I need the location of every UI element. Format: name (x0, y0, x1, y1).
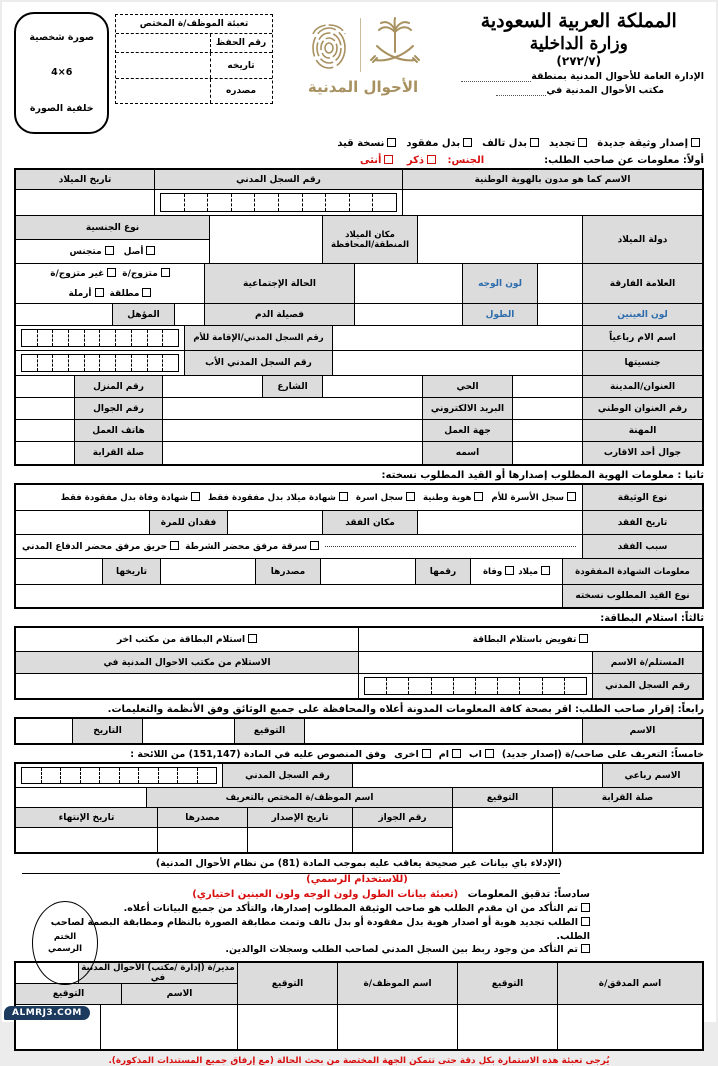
receipt-office-field[interactable] (16, 674, 358, 698)
section1-title: أولاً: معلومات عن صاحب الطلب: (544, 155, 704, 166)
ministry-title: وزارة الداخلية (529, 33, 628, 54)
request-record-copy[interactable]: نسخة قيد (337, 138, 396, 149)
recipient-label: المستلم/ة الاسم (592, 652, 702, 673)
loss-place-field[interactable] (227, 511, 322, 534)
mobile-field[interactable] (16, 398, 74, 419)
birth-place-label: مكان الميلاد المنطقة/المحافظة (322, 216, 417, 263)
issue-date-field[interactable] (247, 828, 352, 852)
height-label: الطول (462, 304, 537, 325)
check-item-1: تم التأكد من ان مقدم الطلب هو صاحب الوثيقة المطلوب إصدارها، والتأكد من جميع البيانات أعلاه. (14, 902, 590, 916)
dept-office-line (454, 85, 704, 96)
address-label: العنوان/المدينة (582, 376, 702, 397)
checkbox-icon[interactable] (485, 749, 494, 758)
cert-source-label: مصدرها (255, 559, 320, 584)
identifier-civil-field[interactable] (16, 764, 222, 787)
loss-fire-option[interactable]: حريق مرفق محضر الدفاع المدني (22, 541, 179, 552)
naturalized-option[interactable]: متجنس (70, 246, 114, 257)
eye-color-field[interactable] (537, 304, 582, 325)
cert-number-field[interactable] (320, 559, 415, 584)
photo-placeholder (14, 12, 109, 134)
mobile-label: رقم الجوال (74, 398, 162, 419)
auditor-sign-field[interactable] (457, 1005, 557, 1049)
checkbox-icon[interactable] (505, 566, 514, 575)
checkbox-icon[interactable] (581, 903, 590, 912)
cert-source-field[interactable] (160, 559, 255, 584)
name-header: الاسم كما هو مدون بالهوية الوطنية (402, 170, 702, 189)
checkbox-icon[interactable] (339, 492, 348, 501)
mother-nationality-field[interactable] (332, 351, 582, 375)
other-office-option[interactable]: استلام البطاقة من مكتب اخر (117, 634, 257, 645)
digit-boxes[interactable] (364, 677, 587, 695)
street-field[interactable] (162, 376, 262, 397)
auditor-name-label: اسم المدقق/ة (557, 963, 702, 1004)
identifier-sign-block (452, 788, 552, 852)
fingerprint-icon (306, 16, 352, 74)
mother-name-field[interactable] (332, 326, 582, 350)
employee-name-field[interactable] (337, 1005, 457, 1049)
checkbox-icon[interactable] (691, 138, 700, 147)
identifier-civil-label: رقم السجل المدني (222, 764, 352, 787)
expiry-label: تاريخ الإنتهاء (16, 808, 157, 827)
loss-times-field[interactable] (16, 511, 149, 534)
identifier-kin-label: صلة القرابة (553, 788, 702, 808)
penalty-warning: (الإدلاء باي بيانات غير صحيحة يعاقب عليه بموجب المادة (81) من نظام الأحوال المدنية) (155, 858, 563, 869)
declarant-date-label: التاريخ (72, 719, 142, 743)
face-color-label: لون الوجه (462, 264, 537, 303)
widow-option[interactable]: أرملة (69, 288, 104, 299)
logo-wordmark: الأحوال المدنية (307, 78, 419, 96)
street-label: الشارع (262, 376, 322, 397)
marital-options (16, 264, 204, 303)
logo-divider (360, 18, 361, 72)
doc-type-label: نوع الوثيقة (582, 485, 702, 510)
save-source-field[interactable] (116, 79, 209, 103)
declarant-name-label: الاسم (582, 719, 702, 743)
section4-title: رابعاً: إقرار صاحب الطلب: اقر بصحة كافة المعلومات المدونة أعلاه والمحافظة على جميع الوثائق وفق الأنظمة والتعليمات. (107, 704, 704, 715)
face-color-field[interactable] (354, 264, 462, 303)
checkbox-icon[interactable] (541, 566, 550, 575)
declaration-table (14, 717, 704, 745)
name-field[interactable] (402, 190, 702, 215)
digit-boxes[interactable] (21, 354, 179, 372)
section5-title-b: وفق المنصوص عليه في المادة (151,147) من اللائحة : (130, 749, 387, 760)
loss-date-field[interactable] (417, 511, 582, 534)
check-item-3: تم التأكد من وجود ربط بين السجل المدني لصاحب الطلب وسجلات الوالدين. (14, 943, 590, 957)
clerk-box-title: تعبئة الموظف/ة المختص (116, 15, 271, 34)
form-number: (٢٧٢/٧) (556, 53, 602, 68)
national-address-field[interactable] (512, 398, 582, 419)
checkbox-icon[interactable] (474, 492, 483, 501)
civil-number-header: رقم السجل المدني (154, 170, 402, 189)
ministry-block (454, 10, 704, 96)
director-sign-label: التوقيع (16, 984, 121, 1004)
male-checkbox-icon[interactable] (427, 155, 436, 164)
checkbox-icon[interactable] (191, 492, 200, 501)
request-lost-replacement[interactable]: بدل مفقود (406, 138, 472, 149)
birth-place-field[interactable] (209, 216, 322, 263)
blood-field[interactable] (174, 304, 204, 325)
section5-heading (14, 749, 704, 760)
cert-number-label: رقمها (415, 559, 470, 584)
loss-place-label: مكان الفقد (322, 511, 417, 534)
checkbox-icon[interactable] (530, 138, 539, 147)
house-field[interactable] (16, 376, 74, 397)
cert-date-label: تاريخها (102, 559, 160, 584)
passport-source-field[interactable] (157, 828, 247, 852)
employer-label: جهة العمل (422, 420, 512, 441)
form-header (14, 10, 704, 134)
verification-checklist (14, 902, 590, 957)
district-field[interactable] (322, 376, 422, 397)
checkbox-icon[interactable] (579, 634, 588, 643)
dept-region-label: الإدارة العامة للأحوال المدنية بمنطقة (531, 70, 704, 82)
identifier-kin-field[interactable] (553, 808, 702, 852)
clerk-use-box (115, 14, 272, 104)
identifier-clerk-block (16, 788, 452, 852)
checkbox-icon[interactable] (107, 268, 116, 277)
cert-date-field[interactable] (16, 559, 102, 584)
identifier-table (14, 762, 704, 854)
civil-number-field[interactable] (154, 190, 402, 215)
dotted-fill[interactable] (325, 546, 576, 547)
kingdom-title: المملكة العربية السعودية (480, 10, 677, 32)
request-damaged-replacement[interactable]: بدل تالف (482, 138, 539, 149)
divorced-option[interactable]: مطلقة (110, 288, 152, 299)
dotted-fill[interactable] (461, 72, 531, 82)
degree-field[interactable] (16, 304, 112, 325)
doc-family-record-mother[interactable]: سجل الأسرة للأم (491, 492, 576, 503)
female-label: أنثى (360, 155, 382, 166)
digit-boxes[interactable] (21, 767, 217, 784)
director-name-field[interactable] (100, 1005, 237, 1049)
director-name-label: الاسم (121, 984, 237, 1004)
identifier-sign-label: التوقيع (453, 788, 552, 808)
loss-reason-label: سبب الفقد (582, 535, 702, 558)
mother-id-field[interactable] (16, 326, 184, 350)
job-field[interactable] (512, 420, 582, 441)
email-field[interactable] (162, 398, 422, 419)
origin-option[interactable]: أصل (124, 246, 156, 257)
checkbox-icon[interactable] (387, 138, 396, 147)
doc-family-record[interactable]: سجل اسرة (356, 492, 415, 503)
record-type-label: نوع القيد المطلوب نسخته (562, 585, 702, 607)
civil-affairs-logo (279, 10, 448, 96)
relative-name-label: اسمه (422, 442, 512, 464)
save-date-label: تاريخه (210, 53, 272, 78)
request-new-document[interactable]: إصدار وثيقة جديدة (597, 138, 700, 149)
unmarried-option[interactable]: غير متزوج/ة (50, 268, 116, 279)
declarant-sign-label: التوقيع (234, 719, 304, 743)
checkbox-icon[interactable] (161, 268, 170, 277)
checkbox-icon[interactable] (310, 541, 319, 550)
mother-id-label: رقم السجل المدني/الإقامة للأم (184, 326, 332, 350)
watermark-badge: ALMRJ3.COM (4, 1006, 90, 1020)
auditor-name-field[interactable] (557, 1005, 702, 1049)
save-number-label: رقم الحفظ (210, 34, 272, 52)
identifier-clerk-field[interactable] (16, 788, 146, 807)
save-date-field[interactable] (116, 53, 209, 78)
record-type-field[interactable] (16, 585, 562, 607)
section1-heading (14, 155, 704, 166)
declarant-sign-field[interactable] (142, 719, 234, 743)
birthdate-field[interactable] (16, 190, 154, 215)
section6-title: سادساً: تدقيق المعلومات (467, 889, 590, 900)
dept-region-line (454, 71, 704, 82)
official-use-label: (للاستخدام الرسمي) (306, 874, 408, 885)
employee-name-label: اسم الموظف/ة (337, 963, 457, 1004)
receipt-civil-number-field[interactable] (358, 674, 592, 698)
delegate-option[interactable]: تفويض باستلام البطاقة (473, 634, 589, 645)
auditor-sign-label: التوقيع (457, 963, 557, 1004)
job-label: المهنة (582, 420, 702, 441)
work-phone-field[interactable] (16, 420, 74, 441)
photo-label: صورة شخصية (29, 32, 95, 44)
female-checkbox-icon[interactable] (384, 155, 393, 164)
mother-name-label: اسم الام رباعياً (582, 326, 702, 350)
employer-field[interactable] (162, 420, 422, 441)
doc-death-cert[interactable]: شهادة وفاة بدل مفقودة فقط (61, 492, 200, 503)
blood-label: فصيلة الدم (204, 304, 354, 325)
identifier-clerk-label: اسم الموظف/ة المختص بالتعريف (146, 788, 452, 807)
digit-boxes[interactable] (160, 193, 397, 212)
declarant-date-field[interactable] (16, 719, 72, 743)
cert-death-option[interactable]: وفاة (483, 566, 514, 577)
recipient-field[interactable] (358, 652, 592, 673)
identify-other-option[interactable]: اخرى (394, 749, 431, 760)
lost-cert-label: معلومات الشهادة المفقودة (562, 559, 702, 584)
document-table (14, 483, 704, 609)
section5-title-a: خامساً: التعريف على صاحب/ة (إصدار جديد) (501, 749, 704, 760)
form-page (2, 2, 716, 1066)
request-type-row (14, 134, 704, 151)
director-label: مدير/ة (إدارة /مكتب) الأحوال المدنية في (78, 963, 237, 983)
male-label: ذكر (406, 155, 425, 166)
receipt-civil-number-label: رقم السجل المدني (592, 674, 702, 698)
photo-bg-label: خلفية الصورة (29, 102, 94, 114)
palm-swords-emblem-icon (369, 16, 421, 74)
checkbox-icon[interactable] (578, 138, 587, 147)
checkbox-icon[interactable] (422, 749, 431, 758)
national-address-label: رقم العنوان الوطني (582, 398, 702, 419)
issue-date-label: تاريخ الإصدار (247, 808, 352, 827)
section6-note: (تعبئة بيانات الطول ولون الوجه ولون العينين اختياري) (192, 889, 459, 900)
doc-birth-cert[interactable]: شهادة ميلاد بدل مفقودة فقط (208, 492, 348, 503)
photo-size-label: 6×4 (51, 67, 73, 79)
dept-office-label: مكتب الأحوال المدنية في (546, 84, 664, 96)
birthdate-header: تاريخ الميلاد (16, 170, 154, 189)
father-id-label: رقم السجل المدني الأب (184, 351, 332, 375)
relative-kin-field[interactable] (16, 442, 74, 464)
checkbox-icon[interactable] (581, 944, 590, 953)
degree-label: المؤهل (112, 304, 174, 325)
cert-birth-option[interactable]: ميلاد (518, 566, 550, 577)
official-stamp-circle: الختم الرسمي (32, 901, 98, 985)
house-label: رقم المنزل (74, 376, 162, 397)
passport-source-label: مصدرها (157, 808, 247, 827)
nationality-type-block (16, 216, 209, 263)
relative-name-field[interactable] (162, 442, 422, 464)
checkbox-icon[interactable] (170, 541, 179, 550)
identify-mother-option[interactable]: ام (439, 749, 461, 760)
footer-note: يُرجى تعبئة هذه الاستمارة بكل دقة حتى تتمكن الجهة المختصة من بحث الحالة (مع إرفاق جميع المستندات المذكورة). (108, 1056, 610, 1066)
passport-label: رقم الجواز (352, 808, 452, 827)
section3-title: ثالثاً: استلام البطاقة: (600, 613, 704, 624)
identifier-name-label: الاسم رباعي (602, 764, 702, 787)
doc-national-id[interactable]: هوية وطنية (423, 492, 483, 503)
section6-heading (14, 889, 590, 900)
gender-group (360, 155, 484, 166)
nationality-type-label: نوع الجنسية (16, 216, 209, 240)
nationality-type-options (16, 240, 209, 263)
save-source-label: مصدره (210, 79, 272, 103)
checkbox-icon[interactable] (581, 917, 590, 926)
mark-label: العلامة الفارقة (582, 264, 702, 303)
loss-date-label: تاريخ الفقد (582, 511, 702, 534)
approval-table (14, 961, 704, 1051)
address-field[interactable] (512, 376, 582, 397)
married-option[interactable]: متزوج/ة (122, 268, 170, 279)
official-use-section (14, 873, 704, 957)
checkbox-icon[interactable] (95, 288, 104, 297)
checkbox-icon[interactable] (406, 492, 415, 501)
expiry-field[interactable] (16, 828, 157, 852)
loss-times-label: فقدان للمرة (149, 511, 227, 534)
save-number-field[interactable] (116, 34, 209, 52)
identifier-sign-field[interactable] (453, 808, 552, 852)
card-receipt-table (14, 626, 704, 700)
checkbox-icon[interactable] (105, 246, 114, 255)
checkbox-icon[interactable] (567, 492, 576, 501)
applicant-table (14, 168, 704, 466)
relative-mobile-label: جوال أحد الاقارب (582, 442, 702, 464)
work-phone-label: هاتف العمل (74, 420, 162, 441)
from-office-label: الاستلام من مكتب الاحوال المدنية في (16, 652, 358, 673)
digit-boxes[interactable] (21, 329, 179, 347)
section2-title: ثانيا : معلومات الهوية المطلوب إصدارها أو القيد المطلوب نسخته: (381, 470, 704, 481)
passport-field[interactable] (352, 828, 452, 852)
mother-nationality-label: جنسيتها (582, 351, 702, 375)
checkbox-icon[interactable] (452, 749, 461, 758)
birth-country-label: دولة الميلاد (582, 216, 702, 263)
height-field[interactable] (354, 304, 462, 325)
identifier-name-field[interactable] (352, 764, 602, 787)
marital-label: الحالة الإجتماعية (204, 264, 354, 303)
gender-label: الجنس: (447, 155, 485, 166)
relative-mobile-field[interactable] (512, 442, 582, 464)
employee-sign-field[interactable] (237, 1005, 337, 1049)
check-item-2: الطلب تجديد هوية أو اصدار هوية بدل مفقودة أو بدل تالف وتمت مطابقة الصورة بالنظام ومطابقة البصمة لصاحب الطلب. (50, 916, 590, 942)
mark-field[interactable] (537, 264, 582, 303)
eye-color-label: لون العينين (582, 304, 702, 325)
checkbox-icon[interactable] (463, 138, 472, 147)
checkbox-icon[interactable] (142, 288, 151, 297)
request-renewal[interactable]: تجديد (549, 138, 587, 149)
checkbox-icon[interactable] (146, 246, 155, 255)
identify-father-option[interactable]: اب (469, 749, 494, 760)
employee-sign-label: التوقيع (237, 963, 337, 1004)
checkbox-icon[interactable] (248, 634, 257, 643)
email-label: البريد الالكتروني (422, 398, 512, 419)
district-label: الحي (422, 376, 512, 397)
birth-country-field[interactable] (417, 216, 582, 263)
relative-kin-label: صلة القرابة (74, 442, 162, 464)
declarant-name-field[interactable] (304, 719, 582, 743)
father-id-field[interactable] (16, 351, 184, 375)
dotted-fill[interactable] (496, 86, 546, 96)
loss-theft-option[interactable]: سرقة مرفق محضر الشرطة (185, 541, 319, 552)
identifier-kin-block (552, 788, 702, 852)
